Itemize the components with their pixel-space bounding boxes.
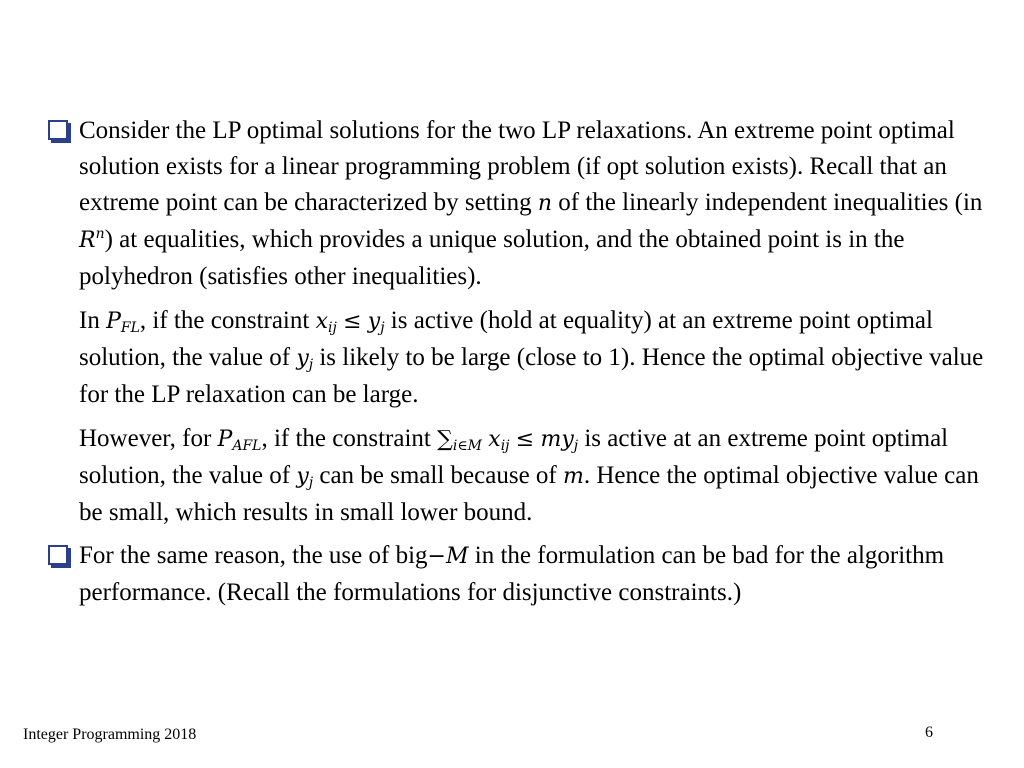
math-rn <box>79 228 105 253</box>
math-superscript: n <box>95 226 105 242</box>
square-bullet-icon <box>48 545 68 565</box>
math-xij <box>316 309 337 334</box>
math-y: y <box>296 464 309 489</box>
math-subscript: AFL <box>232 438 262 454</box>
paragraph-text: is active (hold at equality) at an extreme point optimal solution, the value of <box>79 307 933 371</box>
math-sum: ∑ <box>437 427 453 452</box>
bullet-1-text: of the linearly independent inequalities (in <box>552 189 983 216</box>
square-bullet-icon <box>48 120 68 140</box>
math-leq: ≤ <box>515 427 535 452</box>
math-p-afl <box>218 427 262 452</box>
math-big-m: M <box>445 544 469 569</box>
paragraph-text: . Hence the optimal objective value can be small, which results in small lower bound. <box>79 462 979 526</box>
math-p-fl <box>106 309 140 334</box>
paragraph-text: , if the constraint <box>139 307 316 334</box>
math-my: my <box>540 427 574 452</box>
math-p: P <box>217 427 233 452</box>
bullet-item-2 <box>48 538 988 611</box>
math-subscript: j <box>308 475 314 491</box>
paragraph-text: can be small because of <box>313 462 563 489</box>
math-xij <box>488 427 509 452</box>
math-leq: ≤ <box>343 309 362 334</box>
paragraph-text: is active at an extreme point optimal solution, the value of <box>79 425 949 489</box>
math-yj <box>296 346 313 371</box>
math-p: P <box>106 309 121 334</box>
paragraph-text: In <box>79 307 107 334</box>
math-x: x <box>315 309 328 334</box>
math-subscript: j <box>308 357 314 373</box>
math-subscript: ij <box>500 438 510 454</box>
bullet-1-text: ) at equalities, which provides a unique solution, and the obtained point is in the polyhedron (satisfies other inequalities). <box>79 226 905 290</box>
math-r: R <box>79 228 96 253</box>
math-m: m <box>563 464 584 489</box>
paragraph-pafl <box>48 421 988 531</box>
math-subscript: j <box>573 438 579 454</box>
bullet-item-1 <box>48 113 988 295</box>
math-subscript: j <box>380 320 385 336</box>
bullet-1-text: Consider the LP optimal solutions for the two LP relaxations. An extreme point optimal solution exists for a linear programming problem (if opt solution exists). Recall that an extreme point can be characterized by setting <box>79 117 955 216</box>
math-x: x <box>488 427 501 452</box>
math-subscript: ij <box>327 320 337 336</box>
math-subscript: FL <box>120 320 140 336</box>
paragraph-text: However, for <box>79 425 218 452</box>
page-number: 6 <box>925 724 933 741</box>
paragraph-text: , if the constraint <box>261 425 438 452</box>
math-n: n <box>537 191 552 216</box>
slide-body <box>48 113 988 611</box>
math-yj <box>296 464 313 489</box>
bullet-2-text: For the same reason, the use of big <box>79 542 428 569</box>
math-yj <box>368 309 385 334</box>
bullet-2-text: in the formulation can be bad for the algorithm performance. (Recall the formulations for disjunctive constraints.) <box>79 542 945 606</box>
math-y: y <box>367 309 381 334</box>
math-y: y <box>296 346 309 371</box>
math-subscript: i∈M <box>452 438 483 454</box>
math-myj <box>540 427 578 452</box>
footer-title: Integer Programming 2018 <box>23 726 197 743</box>
paragraph-text: is likely to be large (close to 1). Hence the optimal objective value for the LP relaxation can be large. <box>79 344 984 408</box>
math-minus: − <box>427 544 446 569</box>
math-sum-index <box>453 427 482 452</box>
paragraph-pfl <box>48 303 988 413</box>
